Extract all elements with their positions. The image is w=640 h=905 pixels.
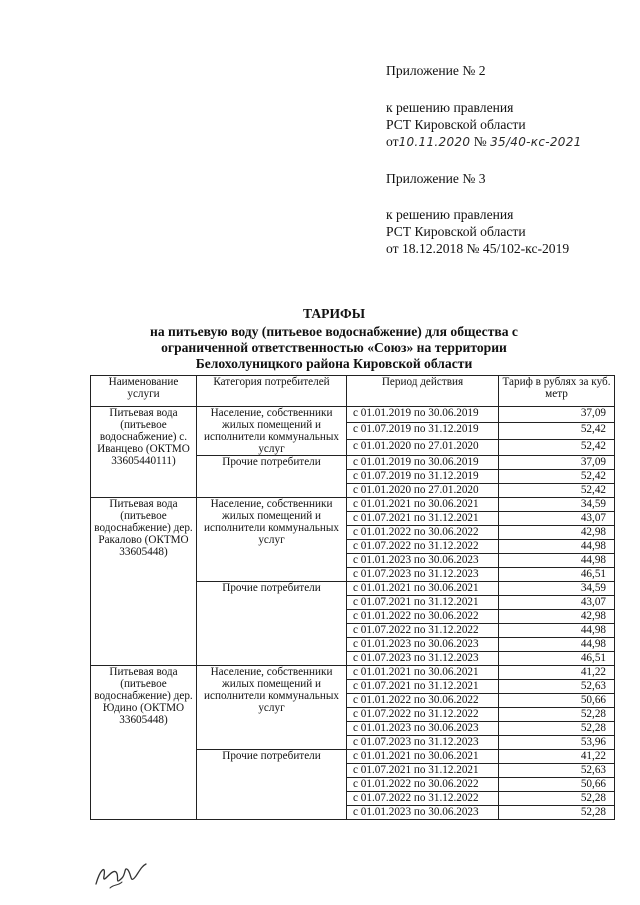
- tariff-cell: 41,22: [499, 666, 615, 680]
- appendix-2-label: Приложение № 2: [386, 63, 486, 78]
- period-cell: с 01.01.2020 по 27.01.2020: [347, 439, 499, 455]
- period-cell: с 01.01.2022 по 30.06.2022: [347, 526, 499, 540]
- decision-3-line3: от 18.12.2018 № 45/102-кс-2019: [386, 241, 570, 256]
- tariff-cell: 52,42: [499, 484, 615, 498]
- period-cell: с 01.07.2022 по 31.12.2022: [347, 540, 499, 554]
- table-row: [91, 498, 615, 512]
- tariff-cell: 43,07: [499, 512, 615, 526]
- period-cell: с 01.07.2022 по 31.12.2022: [347, 792, 499, 806]
- title-line1: на питьевую воду (питьевое водоснабжение) для общества с: [150, 324, 518, 339]
- tariff-cell: 42,98: [499, 526, 615, 540]
- table-row: [91, 666, 615, 680]
- header-period: Период действия: [347, 376, 499, 407]
- tariff-cell: 44,98: [499, 554, 615, 568]
- tariff-cell: 41,22: [499, 750, 615, 764]
- period-cell: с 01.01.2023 по 30.06.2023: [347, 722, 499, 736]
- service-name-cell: Питьевая вода (питьевое водоснабжение) с. Иванцево (ОКТМО 33605440111): [91, 407, 197, 498]
- period-cell: с 01.01.2023 по 30.06.2023: [347, 638, 499, 652]
- period-cell: с 01.07.2022 по 31.12.2022: [347, 708, 499, 722]
- period-cell: с 01.01.2021 по 30.06.2021: [347, 666, 499, 680]
- period-cell: с 01.01.2020 по 27.01.2020: [347, 484, 499, 498]
- consumer-category-cell: Население, собственники жилых помещений и исполнители коммунальных услуг: [197, 407, 347, 456]
- decision-2-line2: РСТ Кировской области: [386, 117, 526, 132]
- title-main: ТАРИФЫ: [302, 306, 366, 321]
- tariff-cell: 52,28: [499, 792, 615, 806]
- tariff-cell: 52,28: [499, 708, 615, 722]
- tariff-cell: 44,98: [499, 624, 615, 638]
- period-cell: с 01.01.2019 по 30.06.2019: [347, 407, 499, 423]
- period-cell: с 01.07.2023 по 31.12.2023: [347, 736, 499, 750]
- appendix-3-label: Приложение № 3: [386, 171, 486, 186]
- tariff-cell: 52,28: [499, 806, 615, 820]
- period-cell: с 01.01.2021 по 30.06.2021: [347, 498, 499, 512]
- tariff-cell: 52,63: [499, 764, 615, 778]
- consumer-category-cell: Прочие потребители: [197, 456, 347, 498]
- period-cell: с 01.01.2022 по 30.06.2022: [347, 694, 499, 708]
- tariff-cell: 34,59: [499, 582, 615, 596]
- period-cell: с 01.01.2023 по 30.06.2023: [347, 554, 499, 568]
- decision-3-line1: к решению правления: [386, 207, 514, 222]
- signature-mark: [92, 858, 152, 892]
- period-cell: с 01.07.2023 по 31.12.2023: [347, 568, 499, 582]
- title-line2: ограниченной ответственностью «Союз» на территории: [161, 340, 507, 355]
- period-cell: с 01.07.2022 по 31.12.2022: [347, 624, 499, 638]
- period-cell: с 01.01.2022 по 30.06.2022: [347, 778, 499, 792]
- service-name-cell: Питьевая вода (питьевое водоснабжение) дер. Юдино (ОКТМО 33605448): [91, 666, 197, 820]
- tariff-cell: 52,42: [499, 423, 615, 439]
- handwritten-number: 35/40-кс-2021: [490, 135, 582, 149]
- tariff-cell: 46,51: [499, 652, 615, 666]
- tariff-cell: 37,09: [499, 407, 615, 423]
- tariff-cell: 50,66: [499, 694, 615, 708]
- tariff-cell: 34,59: [499, 498, 615, 512]
- period-cell: с 01.07.2019 по 31.12.2019: [347, 470, 499, 484]
- consumer-category-cell: Население, собственники жилых помещений и исполнители коммунальных услуг: [197, 666, 347, 750]
- decision-3-line2: РСТ Кировской области: [386, 224, 526, 239]
- period-cell: с 01.01.2021 по 30.06.2021: [347, 750, 499, 764]
- tariff-cell: 43,07: [499, 596, 615, 610]
- period-cell: с 01.07.2019 по 31.12.2019: [347, 423, 499, 439]
- period-cell: с 01.07.2021 по 31.12.2021: [347, 764, 499, 778]
- period-cell: с 01.01.2021 по 30.06.2021: [347, 582, 499, 596]
- decision-2-line1: к решению правления: [386, 100, 514, 115]
- tariff-cell: 52,28: [499, 722, 615, 736]
- tariff-table-body: [91, 407, 615, 820]
- header-service: Наименование услуги: [91, 376, 197, 407]
- table-row: [91, 407, 615, 423]
- tariff-cell: 42,98: [499, 610, 615, 624]
- consumer-category-cell: Прочие потребители: [197, 750, 347, 820]
- period-cell: с 01.07.2021 по 31.12.2021: [347, 596, 499, 610]
- tariff-cell: 46,51: [499, 568, 615, 582]
- period-cell: с 01.01.2019 по 30.06.2019: [347, 456, 499, 470]
- tariff-table: [90, 375, 615, 820]
- tariff-cell: 52,42: [499, 439, 615, 455]
- period-cell: с 01.07.2023 по 31.12.2023: [347, 652, 499, 666]
- tariff-cell: 53,96: [499, 736, 615, 750]
- consumer-category-cell: Прочие потребители: [197, 582, 347, 666]
- tariff-cell: 44,98: [499, 638, 615, 652]
- period-cell: с 01.07.2021 по 31.12.2021: [347, 680, 499, 694]
- consumer-category-cell: Население, собственники жилых помещений и исполнители коммунальных услуг: [197, 498, 347, 582]
- period-cell: с 01.01.2022 по 30.06.2022: [347, 610, 499, 624]
- header-tariff: Тариф в рублях за куб. метр: [499, 376, 615, 407]
- title-line3: Белохолуницкого района Кировской области: [195, 356, 473, 371]
- tariff-cell: 52,42: [499, 470, 615, 484]
- handwritten-date: 10.11.2020: [398, 135, 471, 149]
- period-cell: с 01.01.2023 по 30.06.2023: [347, 806, 499, 820]
- number-prefix: №: [473, 134, 487, 149]
- service-name-cell: Питьевая вода (питьевое водоснабжение) дер. Ракалово (ОКТМО 33605448): [91, 498, 197, 666]
- tariff-cell: 52,63: [499, 680, 615, 694]
- header-category: Категория потребителей: [197, 376, 347, 407]
- decision-2-date-line: [386, 133, 582, 151]
- from-prefix: от: [386, 134, 399, 149]
- tariff-cell: 37,09: [499, 456, 615, 470]
- tariff-cell: 50,66: [499, 778, 615, 792]
- tariff-cell: 44,98: [499, 540, 615, 554]
- period-cell: с 01.07.2021 по 31.12.2021: [347, 512, 499, 526]
